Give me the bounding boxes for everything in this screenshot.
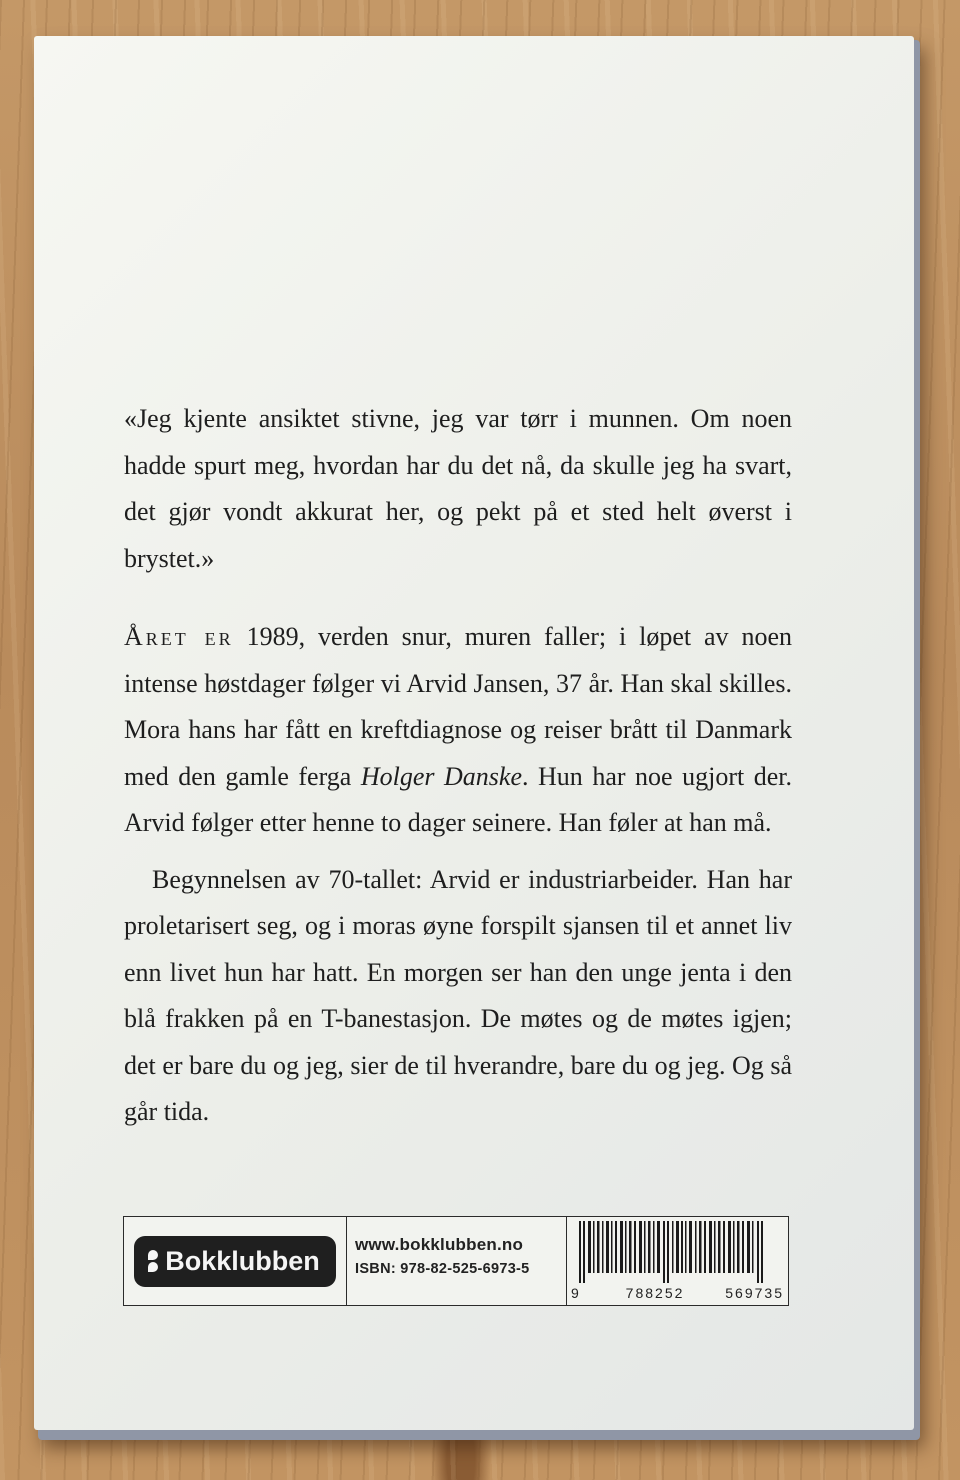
bokklubben-logo [134, 1236, 336, 1287]
ship-name: Holger Danske [360, 761, 522, 791]
publisher-url: www.bokklubben.no [355, 1235, 524, 1254]
paragraph-lead-smallcaps: Året er [124, 622, 234, 651]
quote-paragraph: «Jeg kjente ansiktet stivne, jeg var tørr i munnen. Om noen hadde spurt meg, hvordan har du det nå, da skulle jeg ha svart, det gjør vondt akkurat her, og pekt på et sted helt øverst i brystet.» [124, 404, 792, 573]
publisher-info-cell [347, 1217, 567, 1305]
barcode-bars [575, 1221, 771, 1283]
bokklubben-mark-icon [148, 1250, 160, 1272]
barcode-group-1: 788252 [625, 1285, 685, 1301]
publisher-footer-box [123, 1216, 789, 1306]
blurb-text-block [124, 396, 792, 1136]
paragraph-1-text-a: 1989, verden snur, muren faller; i løpet av noen intense høstdager følger vi Arvid Jansen, 37 år. Han skal skilles. Mora hans har fått en kreftdiagnose og reiser brått til Danmark med den gamle ferga [124, 622, 792, 791]
paragraph-1-text-b: . Hun har noe ugjort der. Arvid følger etter henne to dager seinere. Han føler at han må. [124, 761, 792, 837]
publisher-logo-cell [124, 1217, 347, 1305]
barcode-lead-digit: 9 [571, 1285, 581, 1301]
logo-text: Bokklubben [165, 1245, 320, 1276]
barcode-group-2: 569735 [725, 1285, 784, 1301]
barcode-cell [567, 1217, 788, 1305]
summary-paragraph-2: Begynnelsen av 70-tallet: Arvid er industriarbeider. Han har proletarisert seg, og i moras øyne forspilt sjansen til et annet liv enn livet hun har hatt. En morgen ser han den unge jenta i den blå frakken på en T-banestasjon. De møtes og de møtes igjen; det er bare du og jeg, sier de til hverandre, bare du og jeg. Og så går tida. [124, 864, 792, 1126]
summary-paragraph-1 [124, 614, 792, 847]
barcode-digits [571, 1285, 784, 1301]
isbn-number: ISBN: 978-82-525-6973-5 [355, 1261, 530, 1277]
